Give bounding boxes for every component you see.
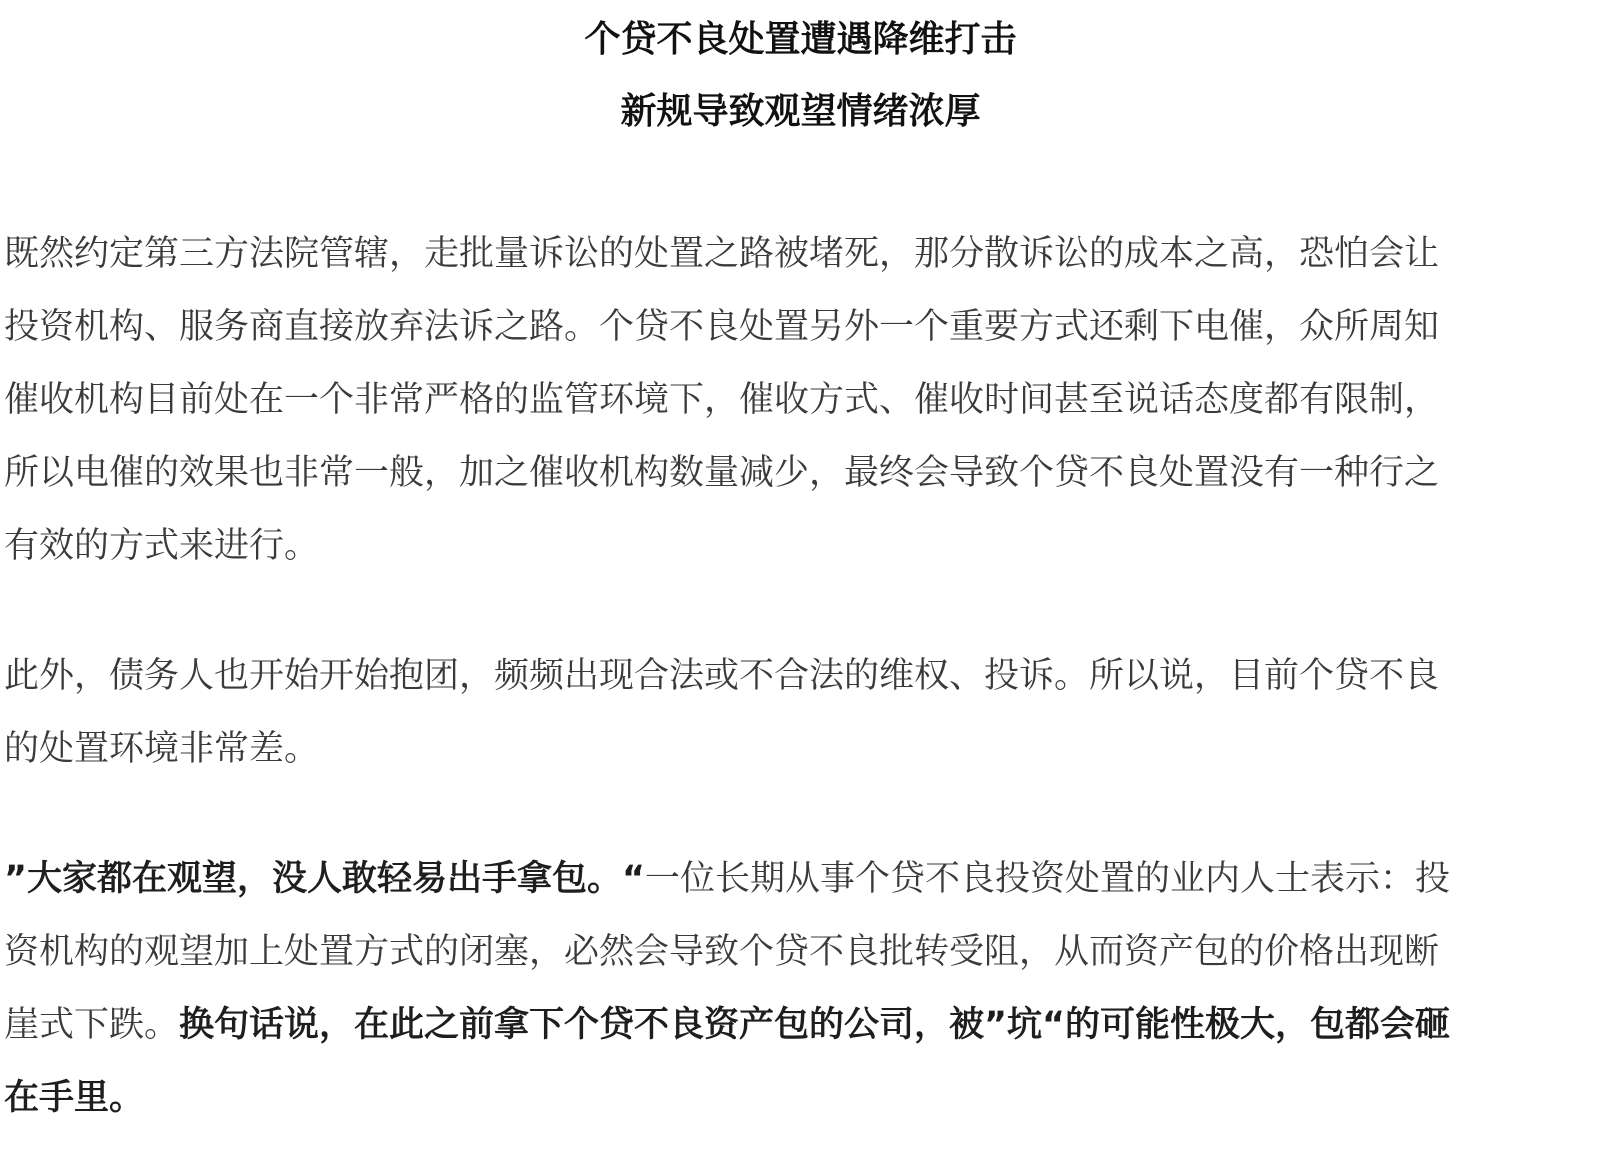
paragraph-3-normal-text: 崖式下跌。 bbox=[4, 1005, 180, 1045]
paragraph-2-line-1: 此外，债务人也开始开始抱团，频频出现合法或不合法的维权、投诉。所以说，目前个贷不良 bbox=[4, 656, 1440, 696]
paragraph-1-line-3: 催收机构目前处在一个非常严格的监管环境下，催收方式、催收时间甚至说话态度都有限制， bbox=[4, 380, 1440, 420]
article-heading-line-1: 个贷不良处置遭遇降维打击 bbox=[584, 19, 1017, 60]
paragraph-1-line-1: 既然约定第三方法院管辖，走批量诉讼的处置之路被堵死，那分散诉讼的成本之高，恐怕会让 bbox=[4, 234, 1440, 274]
paragraph-3-line-4 bbox=[4, 1076, 144, 1120]
paragraph-1-line-2: 投资机构、服务商直接放弃法诉之路。个贷不良处置另外一个重要方式还剩下电催，众所周知 bbox=[4, 307, 1440, 347]
paragraph-3-bold-text: 换句话说，在此之前拿下个贷不良资产包的公司，被”坑“的可能性极大，包都会砸 bbox=[179, 1005, 1451, 1045]
paragraph-3-bold-end: 在手里。 bbox=[4, 1078, 145, 1118]
paragraph-1-line-5: 有效的方式来进行。 bbox=[4, 526, 320, 566]
paragraph-3-line-1 bbox=[4, 857, 1450, 901]
paragraph-3-line-3 bbox=[4, 1003, 1450, 1047]
paragraph-1-line-4: 所以电催的效果也非常一般，加之催收机构数量减少，最终会导致个贷不良处置没有一种行之 bbox=[4, 453, 1440, 493]
quote-attribution: 一位长期从事个贷不良投资处置的业内人士表示：投 bbox=[645, 859, 1451, 899]
quote-bold: ”大家都在观望，没人敢轻易出手拿包。“ bbox=[4, 859, 646, 899]
paragraph-2-line-2: 的处置环境非常差。 bbox=[4, 729, 320, 769]
article-heading-line-2: 新规导致观望情绪浓厚 bbox=[620, 91, 981, 132]
paragraph-3-line-2: 资机构的观望加上处置方式的闭塞，必然会导致个贷不良批转受阻，从而资产包的价格出现断 bbox=[4, 932, 1440, 972]
